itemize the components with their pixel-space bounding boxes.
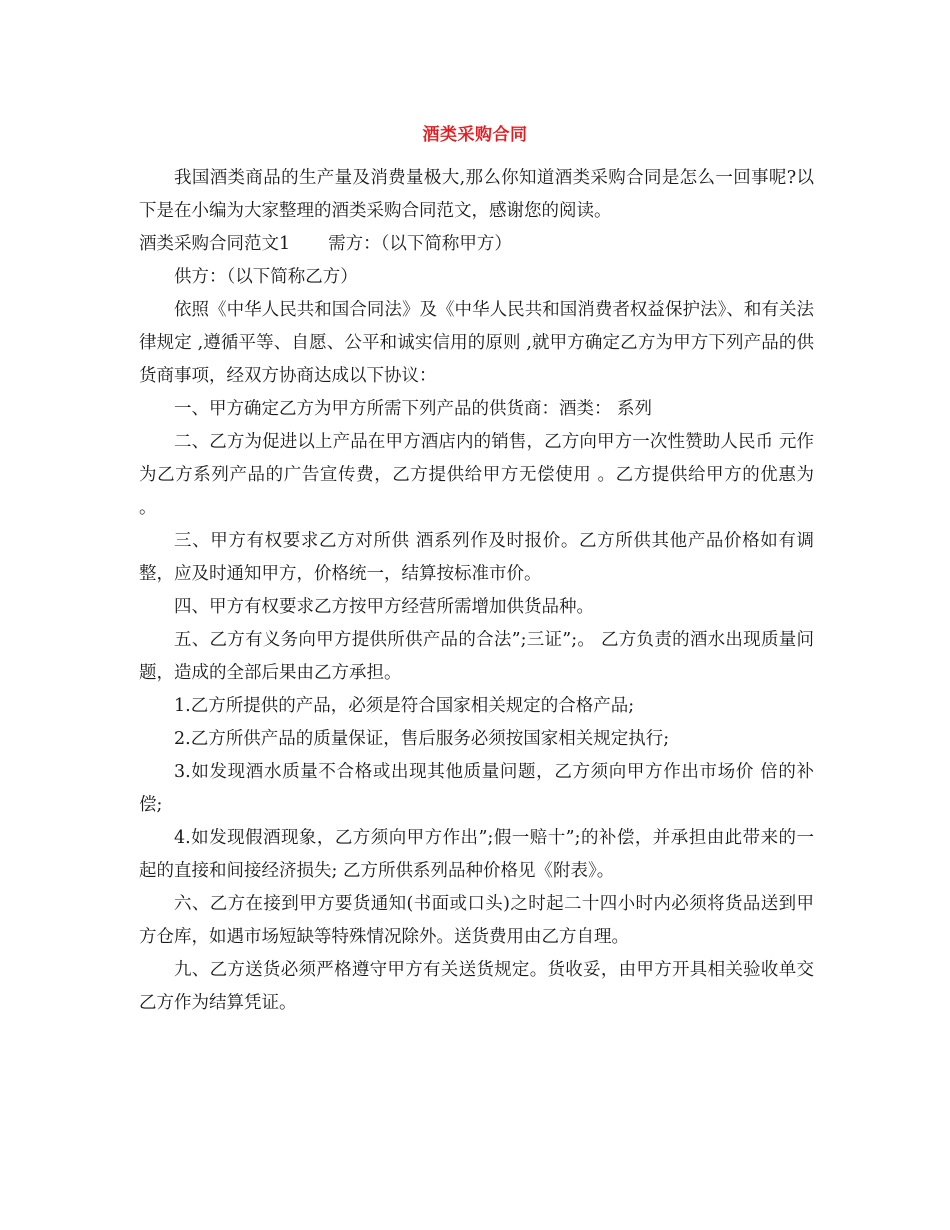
clause-4: 四、甲方有权要求乙方按甲方经营所需增加供货品种。 xyxy=(174,597,594,617)
document-title: 酒类采购合同 xyxy=(422,125,528,145)
subclause-4: 4.如发现假酒现象，乙方须向甲方作出”;假一赔十”;的补偿，并承担由此带来的一起的直接和间接经济损失; 乙方所供系列品种价格见《附表》。 xyxy=(139,828,814,881)
clause-1: 一、甲方确定乙方为甲方所需下列产品的供货商：酒类： 系列 xyxy=(174,399,653,419)
intro-paragraph: 我国酒类商品的生产量及消费量极大,那么你知道酒类采购合同是怎么一回事呢?以下是在小编为大家整理的酒类采购合同范文，感谢您的阅读。 xyxy=(139,168,814,221)
supplier-label: 供方：（以下简称乙方） xyxy=(174,267,358,287)
clause-3: 三、甲方有权要求乙方对所供 酒系列作及时报价。乙方所供其他产品价格如有调整，应及时通知甲方，价格统一，结算按标准市价。 xyxy=(139,531,814,584)
clause-9: 九、乙方送货必须严格遵守甲方有关送货规定。货收妥，由甲方开具相关验收单交乙方作为结算凭证。 xyxy=(139,960,814,1013)
subclause-3: 3.如发现酒水质量不合格或出现其他质量问题，乙方须向甲方作出市场价 倍的补偿; xyxy=(139,762,814,815)
clause-2: 二、乙方为促进以上产品在甲方酒店内的销售，乙方向甲方一次性赞助人民币 元作为乙方系列产品的广告宣传费，乙方提供给甲方无偿使用 。乙方提供给甲方的优惠为 。 xyxy=(139,432,814,518)
clause-6: 六、乙方在接到甲方要货通知(书面或口头)之时起二十四小时内必须将货品送到甲方仓库，如遇市场短缺等特殊情况除外。送货费用由乙方自理。 xyxy=(139,894,814,947)
subclause-1: 1.乙方所提供的产品，必须是符合国家相关规定的合格产品; xyxy=(174,696,635,716)
agreement-preamble: 依照《中华人民共和国合同法》及《中华人民共和国消费者权益保护法》、和有关法律规定 ,遵循平等、自愿、公平和诚实信用的原则 ,就甲方确定乙方为甲方下列产品的供货商事项，经双方协商达成以下协议： xyxy=(139,300,814,386)
sample-heading: 酒类采购合同范文1 xyxy=(139,234,291,254)
subclause-2: 2.乙方所供产品的质量保证，售后服务必须按国家相关规定执行; xyxy=(174,729,670,749)
buyer-label: 需方：（以下简称甲方） xyxy=(328,234,512,254)
document-body xyxy=(139,162,814,1020)
clause-5: 五、乙方有义务向甲方提供所供产品的合法”;三证”;。 乙方负责的酒水出现质量问题，造成的全部后果由乙方承担。 xyxy=(139,630,814,683)
sample-heading-line xyxy=(139,228,814,261)
